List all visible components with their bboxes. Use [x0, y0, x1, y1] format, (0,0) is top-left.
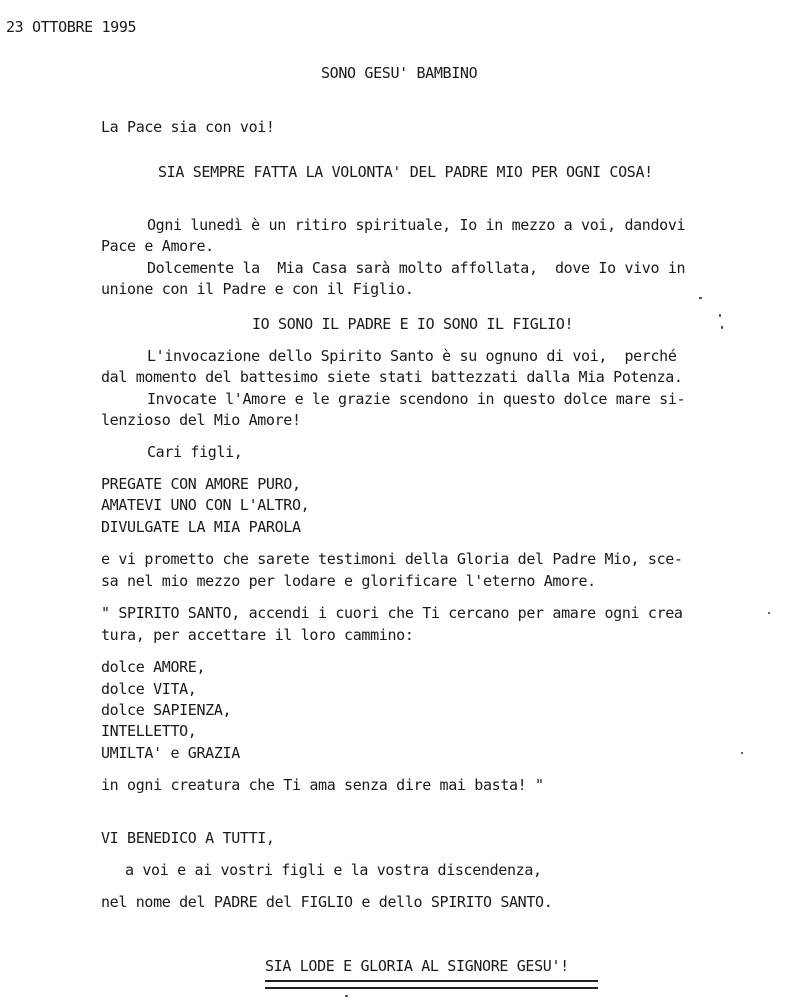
greeting: La Pace sia con voi! [101, 118, 275, 136]
prayer-line: PREGATE CON AMORE PURO, [101, 475, 301, 493]
blessing-line: VI BENEDICO A TUTTI, [101, 829, 275, 847]
paragraph-line: L'invocazione dello Spirito Santo è su ognuno di voi, perché [147, 347, 677, 365]
paragraph-line: dal momento del battesimo siete stati battezzati dalla Mia Potenza. [101, 368, 683, 386]
motto-heading: SIA SEMPRE FATTA LA VOLONTA' DEL PADRE MIO PER OGNI COSA! [158, 163, 653, 181]
salutation: Cari figli, [147, 443, 243, 461]
prayer-line: DIVULGATE LA MIA PAROLA [101, 518, 301, 536]
blessing-line: nel nome del PADRE del FIGLIO e dello SPIRITO SANTO. [101, 893, 553, 911]
paragraph-line: sa nel mio mezzo per lodare e glorificare l'eterno Amore. [101, 572, 596, 590]
paragraph-line: Ogni lunedì è un ritiro spirituale, Io in mezzo a voi, dandovi [147, 216, 686, 234]
document-title: SONO GESU' BAMBINO [321, 64, 478, 82]
prayer-line: AMATEVI UNO CON L'ALTRO, [101, 496, 310, 514]
blessing-line: a voi e ai vostri figli e la vostra discendenza, [125, 861, 542, 879]
ink-speck [719, 314, 721, 317]
paragraph-line: Dolcemente la Mia Casa sarà molto affollata, dove Io vivo in [147, 259, 686, 277]
ink-speck [741, 752, 743, 754]
invocation-line: " SPIRITO SANTO, accendi i cuori che Ti cercano per amare ogni crea [101, 604, 683, 622]
litany-line: INTELLETTO, [101, 722, 197, 740]
ink-speck [721, 326, 723, 329]
paragraph-line: Pace e Amore. [101, 237, 214, 255]
litany-line: UMILTA' e GRAZIA [101, 744, 240, 762]
paragraph-line: Invocate l'Amore e le grazie scendono in questo dolce mare si- [147, 390, 686, 408]
closing-line: SIA LODE E GLORIA AL SIGNORE GESU'! [265, 957, 569, 975]
ink-speck [768, 612, 770, 614]
closing-double-rule [265, 980, 598, 989]
litany-line: dolce AMORE, [101, 658, 206, 676]
litany-line: dolce VITA, [101, 680, 197, 698]
paragraph-line: unione con il Padre e con il Figlio. [101, 280, 414, 298]
paragraph-line: e vi prometto che sarete testimoni della Gloria del Padre Mio, sce- [101, 550, 683, 568]
ink-speck [699, 297, 702, 299]
invocation-line: tura, per accettare il loro cammino: [101, 626, 414, 644]
ink-speck [345, 995, 348, 997]
document-date: 23 OTTOBRE 1995 [6, 18, 137, 36]
litany-line: dolce SAPIENZA, [101, 701, 232, 719]
invocation-end: in ogni creatura che Ti ama senza dire mai basta! " [101, 776, 544, 794]
io-sono-heading: IO SONO IL PADRE E IO SONO IL FIGLIO! [252, 315, 574, 333]
paragraph-line: lenzioso del Mio Amore! [101, 411, 301, 429]
